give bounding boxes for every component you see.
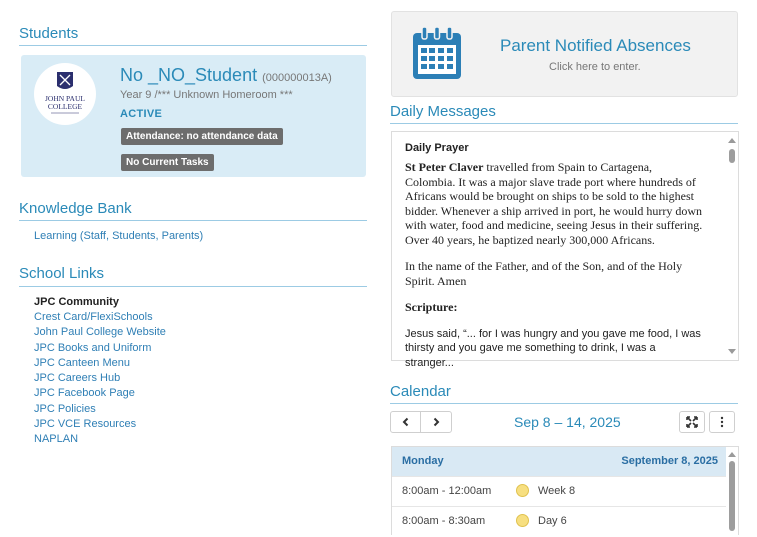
calendar-title: Calendar: [390, 383, 451, 400]
student-name-text[interactable]: No _NO_Student: [120, 65, 258, 85]
school-link[interactable]: John Paul College Website: [34, 326, 166, 338]
chevron-right-icon: [431, 417, 441, 427]
school-link[interactable]: JPC Canteen Menu: [34, 357, 130, 369]
event-title: Day 6: [538, 515, 567, 527]
chevron-left-icon: [401, 417, 411, 427]
calendar-divider: [390, 403, 738, 404]
daily-messages-title: Daily Messages: [390, 103, 496, 120]
school-link[interactable]: NAPLAN: [34, 433, 79, 445]
more-vertical-icon: [720, 416, 724, 428]
attendance-badge: Attendance: no attendance data: [121, 128, 283, 145]
student-id: (000000013A): [262, 72, 332, 84]
calendar-event-list[interactable]: [391, 446, 739, 535]
calendar-expand-button[interactable]: [679, 411, 705, 433]
calendar-day-name: Monday: [402, 455, 444, 467]
calendar-scrollbar[interactable]: [728, 452, 736, 536]
expand-icon: [686, 416, 698, 428]
daily-messages-scrollbar[interactable]: [728, 138, 736, 354]
school-link[interactable]: JPC VCE Resources: [34, 418, 137, 430]
scroll-thumb[interactable]: [729, 461, 735, 531]
scroll-down-icon[interactable]: [728, 349, 736, 354]
student-card[interactable]: [21, 55, 366, 177]
event-dot-icon: [516, 514, 529, 527]
daily-prayer-closing: In the name of the Father, and of the Son, and of the Holy Spirit. Amen: [405, 259, 683, 288]
scroll-up-icon[interactable]: [728, 452, 736, 457]
knowledge-bank-title: Knowledge Bank: [19, 200, 132, 217]
student-name[interactable]: [120, 65, 332, 86]
parent-notified-absences-card[interactable]: [391, 11, 738, 97]
school-link[interactable]: Crest Card/FlexiSchools: [34, 311, 153, 323]
school-link[interactable]: JPC Careers Hub: [34, 372, 121, 384]
calendar-event[interactable]: [392, 476, 726, 507]
calendar-next-button[interactable]: [420, 411, 452, 433]
student-status: ACTIVE: [120, 108, 163, 120]
daily-prayer-text: travelled from Spain to Cartagena, Colombia. It was a major slave trade port where hundreds of Africans would be brought on ships to be sold to the highest bidder. Whenever a ship arrived in port, he would hurry down with water, food and medicine, seeing Jesus in their suffering. Over 40 years, he baptized nearly 300,000 Africans.: [405, 160, 703, 247]
students-title: Students: [19, 25, 79, 42]
daily-prayer-paragraph: [405, 160, 705, 247]
parent-notified-absences-subtitle[interactable]: Click here to enter.: [549, 61, 641, 73]
school-links-title: School Links: [19, 265, 105, 282]
calendar-day-date: September 8, 2025: [621, 455, 718, 467]
scripture-text: Jesus said, “... for I was hungry and you gave me food, I was thirsty and you gave me something to drink, I was a stranger...: [405, 327, 701, 369]
college-logo: [34, 63, 96, 125]
knowledge-bank-link-learning[interactable]: Learning (Staff, Students, Parents): [34, 230, 204, 242]
school-links-heading: JPC Community: [34, 296, 119, 308]
school-link[interactable]: JPC Books and Uniform: [34, 342, 152, 354]
scroll-up-icon[interactable]: [728, 138, 736, 143]
svg-text:COLLEGE: COLLEGE: [47, 102, 83, 111]
event-time: 8:00am - 12:00am: [402, 485, 492, 497]
daily-prayer-heading: Daily Prayer: [405, 142, 469, 154]
event-title: Week 8: [538, 485, 576, 497]
daily-messages-content: [405, 142, 705, 370]
calendar-prev-button[interactable]: [390, 411, 421, 433]
daily-messages-panel[interactable]: [391, 131, 739, 369]
parent-notified-absences-title[interactable]: Parent Notified Absences: [500, 36, 691, 55]
calendar-event[interactable]: [392, 506, 726, 537]
tasks-badge: No Current Tasks: [121, 154, 214, 171]
students-divider: [19, 45, 367, 46]
scroll-thumb[interactable]: [729, 149, 735, 163]
calendar-day-header: [392, 447, 726, 476]
student-year-homeroom: Year 9 /*** Unknown Homeroom ***: [120, 89, 293, 101]
knowledge-bank-divider: [19, 220, 367, 221]
calendar-more-button[interactable]: [709, 411, 735, 433]
daily-messages-divider: [390, 123, 738, 124]
calendar-date-range: Sep 8 – 14, 2025: [514, 414, 621, 430]
school-link[interactable]: JPC Policies: [34, 403, 96, 415]
saint-name: St Peter Claver: [405, 160, 484, 174]
calendar-icon: [411, 25, 463, 86]
school-links-divider: [19, 286, 367, 287]
scripture-label: Scripture:: [405, 300, 458, 314]
event-time: 8:00am - 8:30am: [402, 515, 486, 527]
school-link[interactable]: JPC Facebook Page: [34, 387, 135, 399]
event-dot-icon: [516, 484, 529, 497]
svg-text:JOHN PAUL: JOHN PAUL: [45, 94, 85, 103]
